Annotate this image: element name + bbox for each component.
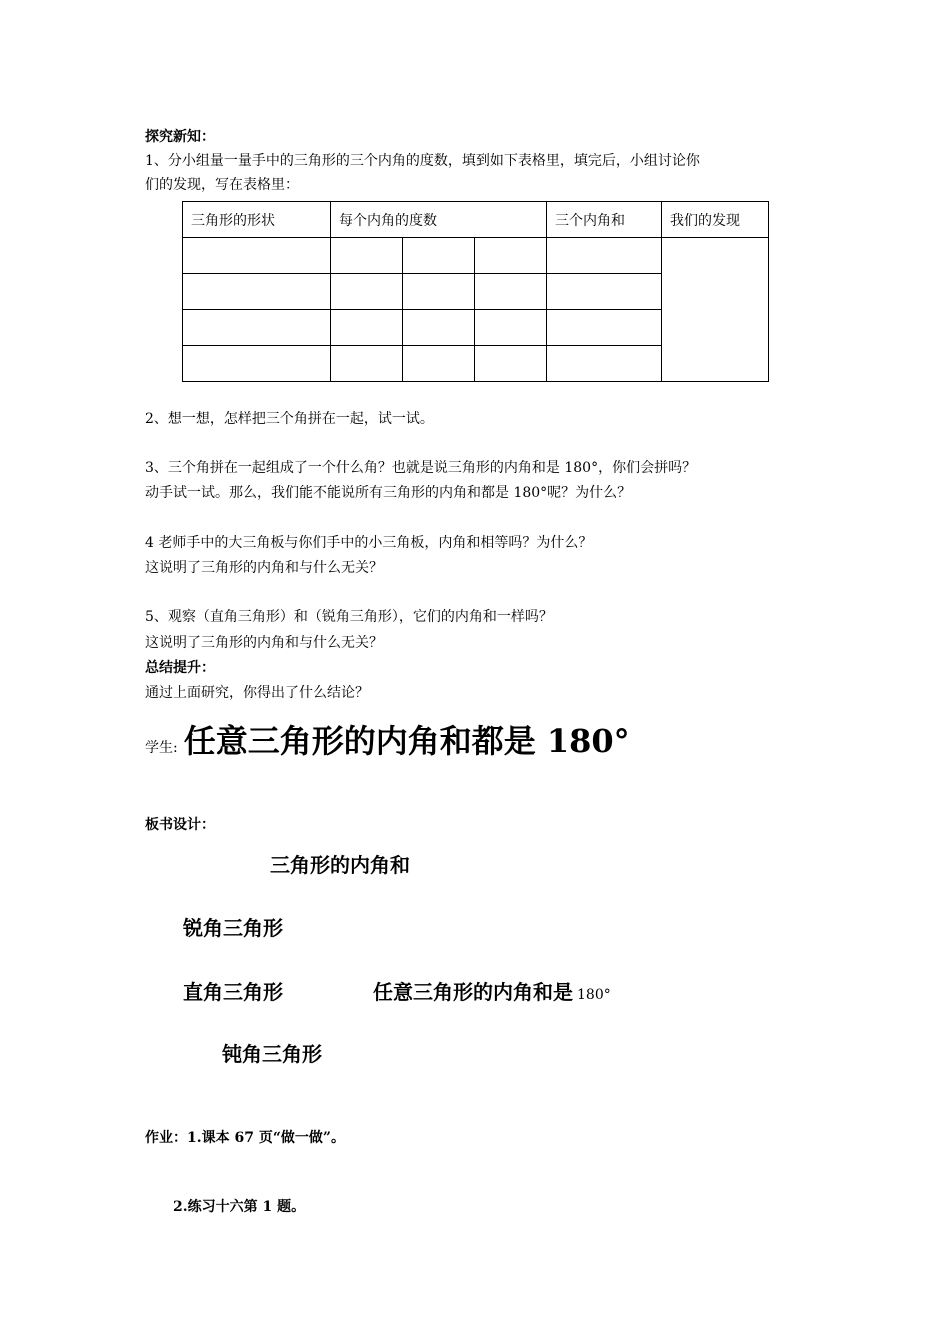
summary-prompt: 通过上面研究，你得出了什么结论？: [145, 685, 369, 701]
table-cell[interactable]: [547, 310, 662, 346]
table-cell[interactable]: [547, 238, 662, 274]
question-4-line-1: 4 老师手中的大三角板与你们手中的小三角板，内角和相等吗？为什么？: [145, 535, 593, 551]
table-cell[interactable]: [403, 310, 475, 346]
table-cell[interactable]: [403, 346, 475, 382]
explore-heading: 探究新知：: [145, 129, 215, 145]
table-cell[interactable]: [403, 274, 475, 310]
board-result: [373, 976, 611, 1005]
student-answer: [145, 718, 630, 764]
student-label: 学生:: [145, 740, 178, 756]
table-cell[interactable]: [403, 238, 475, 274]
question-1-line-1: 1、分小组量一量手中的三角形的三个内角的度数，填到如下表格里，填完后，小组讨论你: [145, 153, 700, 169]
table-cell[interactable]: [331, 346, 403, 382]
header-findings: 我们的发现: [662, 202, 769, 238]
table-cell[interactable]: [183, 310, 331, 346]
board-result-text: 任意三角形的内角和是: [373, 980, 573, 1004]
table-header-row: [183, 202, 769, 238]
board-result-value: 180°: [577, 987, 611, 1003]
summary-heading: 总结提升：: [145, 660, 215, 676]
table-cell[interactable]: [183, 346, 331, 382]
board-title: 三角形的内角和: [270, 853, 410, 877]
student-conclusion: 任意三角形的内角和都是 180°: [183, 722, 630, 760]
table-cell[interactable]: [547, 274, 662, 310]
table-cell[interactable]: [475, 310, 547, 346]
table-cell[interactable]: [331, 274, 403, 310]
question-4-line-2: 这说明了三角形的内角和与什么无关？: [145, 560, 383, 576]
question-3-line-2: 动手试一试。那么，我们能不能说所有三角形的内角和都是 180°呢？为什么？: [145, 485, 632, 501]
board-acute: 锐角三角形: [183, 916, 283, 940]
homework-line-1: 作业：1.课本 67 页“做一做”。: [145, 1130, 345, 1146]
table-row: [183, 238, 769, 274]
header-angle-degrees: 每个内角的度数: [331, 202, 547, 238]
table-cell[interactable]: [183, 274, 331, 310]
header-angle-sum: 三个内角和: [547, 202, 662, 238]
table-cell[interactable]: [475, 238, 547, 274]
header-shape: 三角形的形状: [183, 202, 331, 238]
question-5-line-2: 这说明了三角形的内角和与什么无关？: [145, 635, 383, 651]
table-cell[interactable]: [547, 346, 662, 382]
angle-table: [182, 201, 769, 382]
table-cell[interactable]: [183, 238, 331, 274]
question-3-line-1: 3、三个角拼在一起组成了一个什么角？也就是说三角形的内角和是 180°，你们会拼吗？: [145, 460, 697, 476]
homework-line-2: 2.练习十六第 1 题。: [173, 1199, 306, 1215]
table-cell[interactable]: [475, 274, 547, 310]
question-5-line-1: 5、观察（直角三角形）和（锐角三角形），它们的内角和一样吗？: [145, 609, 553, 625]
board-right: 直角三角形: [183, 980, 283, 1004]
table-cell[interactable]: [331, 238, 403, 274]
table-cell[interactable]: [475, 346, 547, 382]
question-1-line-2: 们的发现，写在表格里：: [145, 177, 299, 193]
question-2: 2、想一想，怎样把三个角拼在一起，试一试。: [145, 411, 434, 427]
board-obtuse: 钝角三角形: [222, 1042, 322, 1066]
board-heading: 板书设计：: [145, 817, 215, 833]
findings-cell[interactable]: [662, 238, 769, 382]
table-cell[interactable]: [331, 310, 403, 346]
